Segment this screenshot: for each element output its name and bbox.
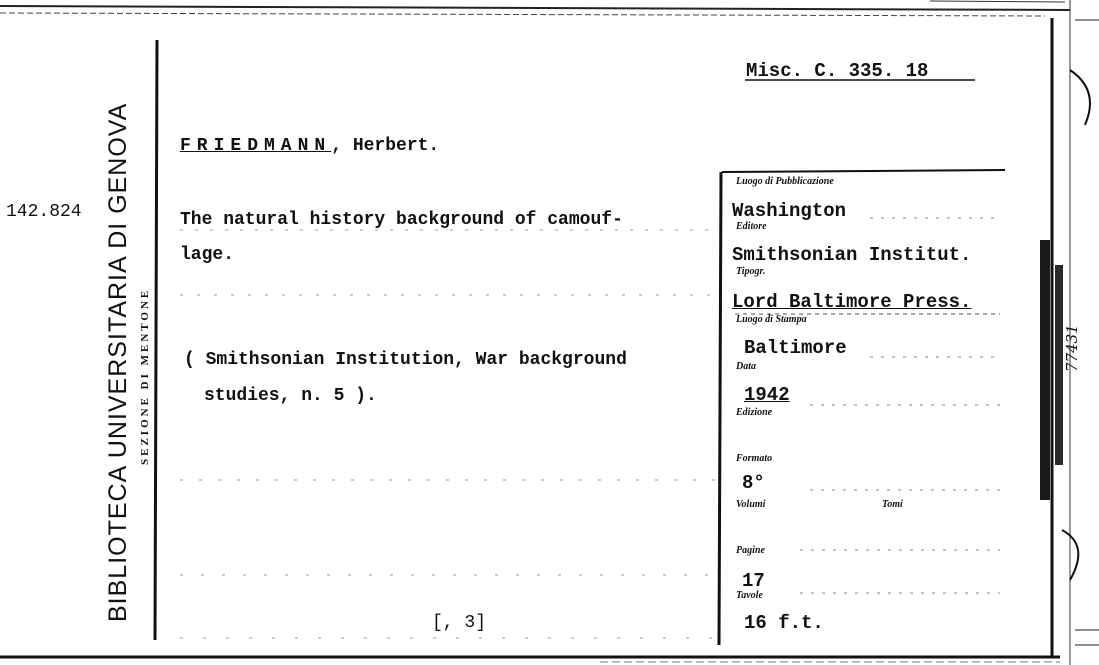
value-pagine: 17 (742, 570, 765, 592)
label-pagine: Pagine (736, 545, 765, 556)
library-name: BIBLIOTECA UNIVERSITARIA DI GENOVA (104, 102, 132, 622)
value-luogo-stampa: Baltimore (744, 337, 847, 359)
label-volumi: Volumi (736, 499, 766, 510)
label-tipogr: Tipogr. (736, 266, 766, 277)
library-section: SEZIONE DI MENTONE (139, 287, 151, 465)
value-tavole: 16 f.t. (744, 612, 824, 634)
side-stamp: 77431 (1063, 324, 1081, 372)
author-line (180, 136, 439, 156)
title-line-1: The natural history background of camouf- (180, 210, 623, 230)
label-tavole: Tavole (736, 590, 763, 601)
value-data: 1942 (744, 384, 790, 406)
value-editore: Smithsonian Institut. (732, 244, 972, 266)
label-data: Data (736, 361, 756, 372)
footer-note: [, 3] (432, 613, 487, 633)
value-luogo-pubblicazione: Washington (732, 200, 847, 222)
series-line-2: studies, n. 5 ). (204, 386, 377, 406)
label-edizione: Edizione (736, 407, 773, 418)
shelfmark: Misc. C. 335. 18 (746, 60, 929, 82)
label-editore: Editore (736, 221, 767, 232)
series-line-1: ( Smithsonian Institution, War background (184, 350, 627, 370)
title-line-2: lage. (180, 245, 235, 265)
label-luogo-stampa: Luogo di Stampa (736, 314, 807, 325)
label-formato: Formato (736, 453, 773, 464)
inventory-number: 142.824 (6, 202, 82, 222)
label-luogo-pubblicazione: Luogo di Pubblicazione (736, 176, 834, 187)
value-tipogr: Lord Baltimore Press. (732, 291, 972, 313)
author-given: , Herbert. (331, 136, 440, 156)
value-formato: 8° (742, 472, 765, 494)
author-surname: FRIEDMANN (180, 136, 332, 156)
label-tomi: Tomi (882, 499, 903, 510)
